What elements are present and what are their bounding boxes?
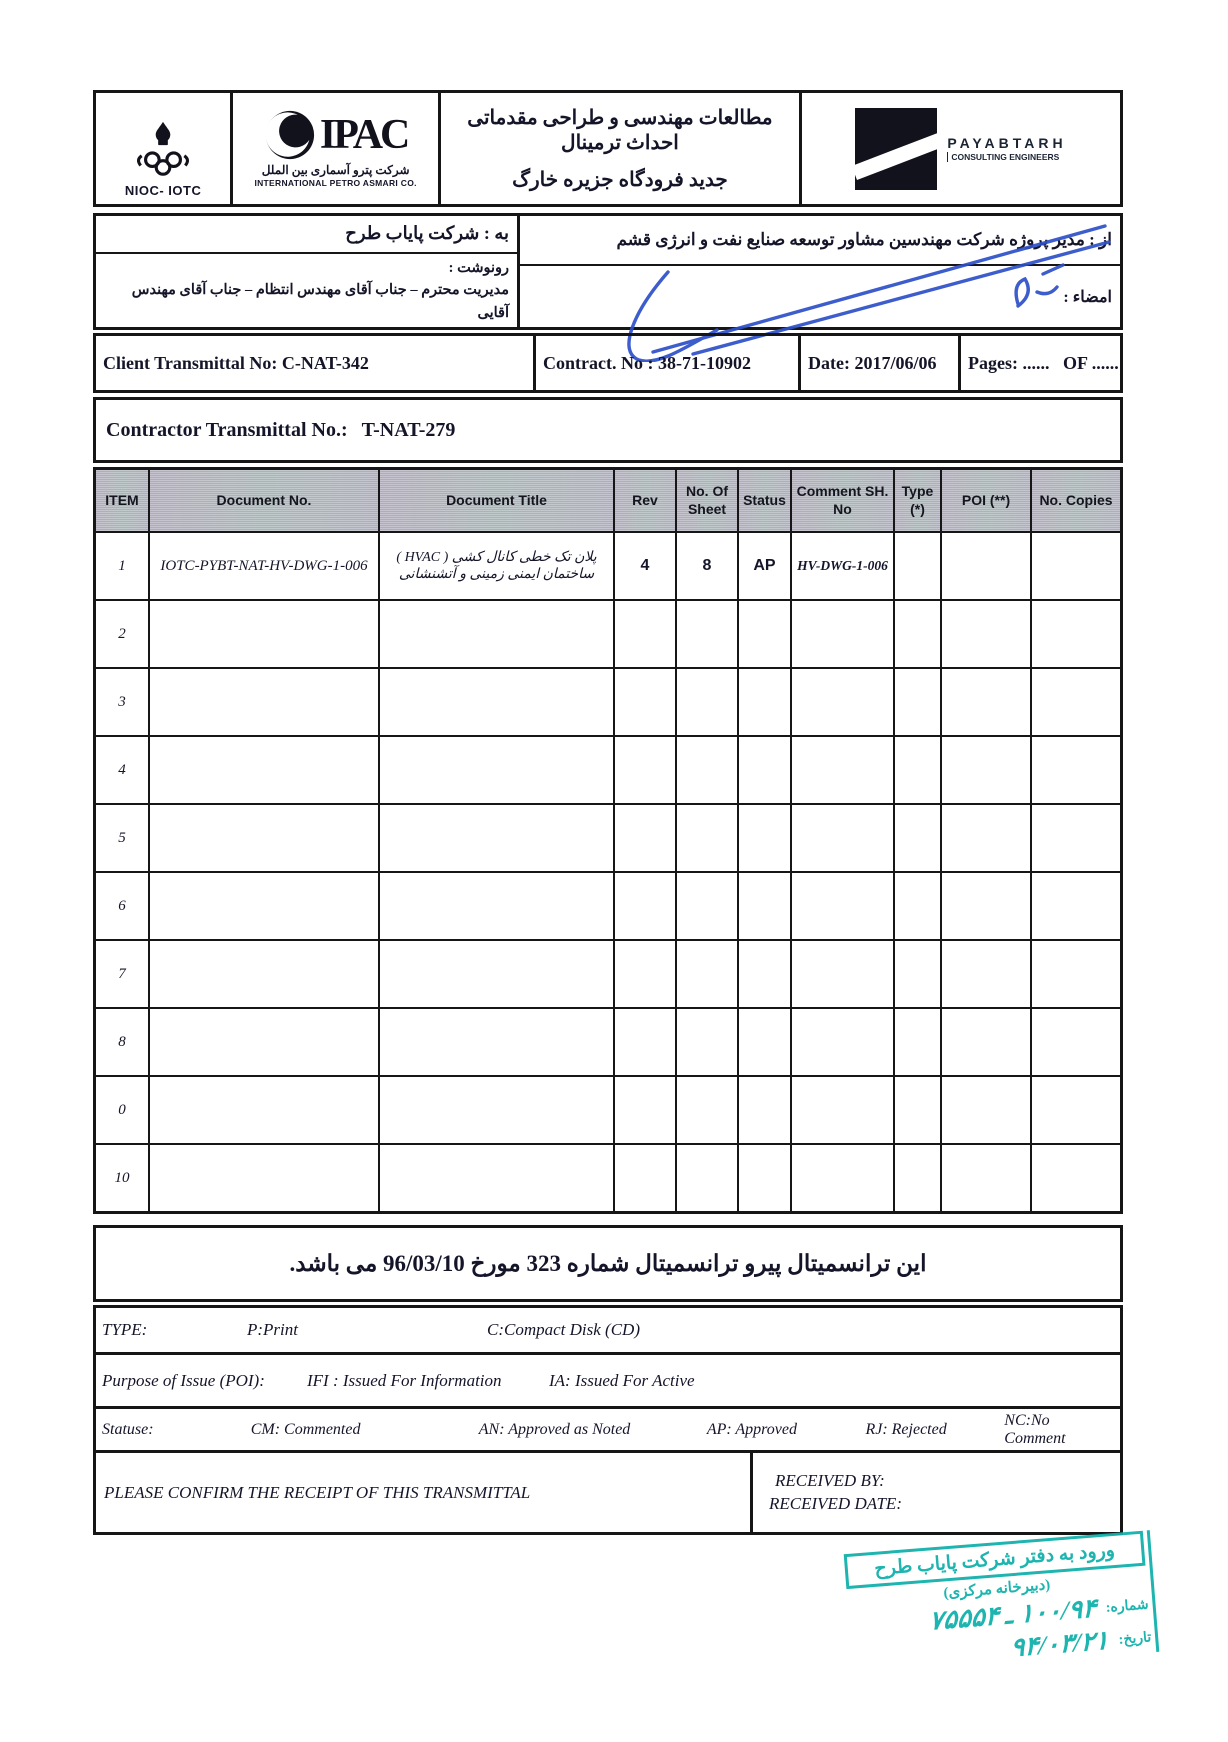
- cell-title: [378, 601, 613, 667]
- cell-copies: [1030, 1145, 1120, 1211]
- table-row: [96, 803, 1120, 871]
- cell-doc_no: IOTC-PYBT-NAT-HV-DWG-1-006: [148, 533, 378, 599]
- office-entry-stamp: [844, 1530, 1160, 1676]
- cell-sheets: [675, 1009, 737, 1075]
- cell-comment: [790, 601, 893, 667]
- project-title: [438, 93, 799, 204]
- cell-item: 10: [114, 1169, 130, 1186]
- cell-sheets: [675, 941, 737, 1007]
- cell-item: 6: [118, 897, 126, 914]
- receipt-row: [96, 1450, 1120, 1532]
- nioc-label: NIOC- IOTC: [124, 183, 202, 198]
- ipac-wordmark: IPAC: [319, 112, 408, 158]
- type-item: P:Print: [247, 1320, 298, 1339]
- cell-doc_no: [148, 1009, 378, 1075]
- status-item: AP: Approved: [706, 1420, 798, 1438]
- cell-title: [378, 737, 613, 803]
- header: [93, 90, 1123, 207]
- cell-rev: 4: [613, 533, 675, 599]
- cell-rev: [613, 669, 675, 735]
- cell-copies: [1030, 533, 1120, 599]
- project-title-line2: جدید فرودگاه جزیره خارگ: [512, 169, 728, 191]
- cell-type: [893, 601, 940, 667]
- contractor-transmittal-label: Contractor Transmittal No.:: [106, 418, 348, 441]
- poi-item: IFI : Issued For Information: [307, 1370, 502, 1390]
- cell-copies: [1030, 941, 1120, 1007]
- status-item: CM: Commented: [250, 1420, 361, 1438]
- cell-rev: [613, 941, 675, 1007]
- cell-title: [378, 669, 613, 735]
- column-header: POI (**): [940, 470, 1030, 531]
- table-row: [96, 1075, 1120, 1143]
- cell-item: 2: [118, 625, 126, 642]
- cell-poi: [940, 805, 1030, 871]
- ipac-logo: [230, 93, 438, 204]
- status-item: AN: Approved as Noted: [478, 1420, 631, 1438]
- table-header-row: [96, 470, 1120, 531]
- cell-rev: [613, 873, 675, 939]
- payabtarh-logo: [799, 93, 1120, 204]
- ipac-fa-name: شرکت پترو آسماری بین الملل: [261, 163, 410, 177]
- cell-doc_no: [148, 737, 378, 803]
- to-field: به : شرکت پایاب طرح: [96, 216, 517, 254]
- cell-type: [893, 737, 940, 803]
- cell-rev: [613, 601, 675, 667]
- cell-status: [737, 805, 790, 871]
- legend: [93, 1305, 1123, 1535]
- cell-comment: [790, 1009, 893, 1075]
- cell-poi: [940, 873, 1030, 939]
- client-transmittal-band: [93, 333, 1123, 393]
- column-header: Document No.: [148, 470, 378, 531]
- cell-type: [893, 533, 940, 599]
- addressing-band: [93, 213, 1123, 330]
- document-table: [93, 467, 1123, 1214]
- payabtarh-subtitle: CONSULTING ENGINEERS: [947, 152, 1066, 162]
- cell-type: [893, 1145, 940, 1211]
- cell-poi: [940, 941, 1030, 1007]
- column-header: No. Copies: [1030, 470, 1120, 531]
- stamp-title: ورود به دفتر شرکت پایاب طرح: [844, 1531, 1146, 1589]
- cell-sheets: [675, 669, 737, 735]
- cell-sheets: [675, 737, 737, 803]
- cell-poi: [940, 1077, 1030, 1143]
- cell-poi: [940, 1009, 1030, 1075]
- column-header: Rev: [613, 470, 675, 531]
- cell-rev: [613, 737, 675, 803]
- cell-comment: [790, 805, 893, 871]
- ipac-en-name: INTERNATIONAL PETRO ASMARI CO.: [254, 178, 417, 188]
- cell-copies: [1030, 873, 1120, 939]
- nioc-flame-icon: [132, 119, 194, 181]
- table-row: [96, 531, 1120, 599]
- cell-doc_no: [148, 805, 378, 871]
- cell-status: [737, 941, 790, 1007]
- cell-doc_no: [148, 669, 378, 735]
- cell-item: 4: [118, 761, 126, 778]
- cell-poi: [940, 533, 1030, 599]
- cell-status: [737, 737, 790, 803]
- table-row: [96, 667, 1120, 735]
- cell-type: [893, 669, 940, 735]
- status-item: NC:No Comment: [1004, 1411, 1066, 1447]
- cell-rev: [613, 1009, 675, 1075]
- cell-poi: [940, 1145, 1030, 1211]
- poi-item: IA: Issued For Active: [549, 1370, 695, 1390]
- cell-copies: [1030, 737, 1120, 803]
- cell-type: [893, 1009, 940, 1075]
- cell-item: 0: [118, 1101, 126, 1118]
- table-row: [96, 1143, 1120, 1211]
- cell-status: [737, 873, 790, 939]
- cell-copies: [1030, 805, 1120, 871]
- type-item: C:Compact Disk (CD): [487, 1320, 640, 1339]
- cell-sheets: 8: [675, 533, 737, 599]
- copy-value: مدیریت محترم – جناب آقای مهندس انتظام – جناب آقای مهندس آقایی: [131, 282, 509, 321]
- cell-rev: [613, 1077, 675, 1143]
- received-by-label: RECEIVED BY:: [775, 1471, 885, 1490]
- column-header: No. Of Sheet: [675, 470, 737, 531]
- cell-type: [893, 805, 940, 871]
- cell-title: [378, 873, 613, 939]
- cell-comment: HV-DWG-1-006: [790, 533, 893, 599]
- cell-item: 3: [118, 693, 126, 710]
- column-header: ITEM: [96, 470, 148, 531]
- table-row: [96, 871, 1120, 939]
- cell-comment: [790, 737, 893, 803]
- project-title-line1: مطالعات مهندسی و طراحی مقدماتی احداث ترمینال: [467, 107, 773, 154]
- contract-no: Contract. No : 38-71-10902: [533, 336, 798, 390]
- poi-label: Purpose of Issue (POI):: [102, 1370, 265, 1390]
- from-field: از : مدیر پروژه شرکت مهندسین مشاور توسعه صنایع نفت و انرژی قشم: [520, 216, 1120, 266]
- contractor-transmittal-no: [93, 397, 1123, 463]
- cell-title: [378, 1009, 613, 1075]
- stamp-date-value: ۹۴/۰۳/۲۱: [1010, 1625, 1110, 1663]
- cell-sheets: [675, 601, 737, 667]
- column-header: Type (*): [893, 470, 940, 531]
- cell-type: [893, 941, 940, 1007]
- cell-sheets: [675, 1145, 737, 1211]
- stamp-number-value: ۱۰۰/۹۴ ـ ۷۵۵۵۴: [928, 1593, 1097, 1636]
- cell-comment: [790, 669, 893, 735]
- table-row: [96, 939, 1120, 1007]
- cell-item: 1: [118, 557, 126, 574]
- column-header: Status: [737, 470, 790, 531]
- cell-status: [737, 1009, 790, 1075]
- cell-poi: [940, 601, 1030, 667]
- confirm-note: PLEASE CONFIRM THE RECEIPT OF THIS TRANSMITTAL: [96, 1453, 753, 1532]
- note-box: این ترانسمیتال پیرو ترانسمیتال شماره 323 مورخ 96/03/10 می باشد.: [93, 1225, 1123, 1302]
- cell-comment: [790, 941, 893, 1007]
- cell-sheets: [675, 1077, 737, 1143]
- cell-title: [378, 1145, 613, 1211]
- cell-title: [378, 805, 613, 871]
- poi-legend: [96, 1352, 1120, 1406]
- cell-status: [737, 669, 790, 735]
- stamp-date-label: تاریخ:: [1118, 1629, 1152, 1648]
- cell-type: [893, 1077, 940, 1143]
- cell-copies: [1030, 669, 1120, 735]
- ipac-droplet-icon: [264, 109, 316, 161]
- cell-comment: [790, 1145, 893, 1211]
- type-label: TYPE:: [102, 1320, 148, 1339]
- cell-comment: [790, 873, 893, 939]
- cell-sheets: [675, 873, 737, 939]
- cell-status: [737, 601, 790, 667]
- cell-status: [737, 1145, 790, 1211]
- table-row: [96, 735, 1120, 803]
- cell-doc_no: [148, 873, 378, 939]
- stamp-number-label: شماره:: [1105, 1596, 1150, 1616]
- payabtarh-logo-icon: [855, 108, 937, 190]
- date-field: Date: 2017/06/06: [798, 336, 958, 390]
- client-transmittal-no: Client Transmittal No: C-NAT-342: [103, 352, 369, 373]
- cell-doc_no: [148, 941, 378, 1007]
- cell-doc_no: [148, 1077, 378, 1143]
- cell-item: 8: [118, 1033, 126, 1050]
- column-header: Document Title: [378, 470, 613, 531]
- status-item: RJ: Rejected: [865, 1420, 947, 1438]
- status-label: Statuse:: [102, 1420, 154, 1438]
- cell-title: پلان تک خطی کانال کشی ( HVAC ) ساختمان ایمنی زمینی و آتشنشانی: [378, 533, 613, 599]
- cell-rev: [613, 805, 675, 871]
- cell-rev: [613, 1145, 675, 1211]
- stamp-subtitle: (دبیرخانه مرکزی): [942, 1577, 1051, 1602]
- column-header: Comment SH. No: [790, 470, 893, 531]
- cell-copies: [1030, 601, 1120, 667]
- cell-title: [378, 941, 613, 1007]
- cell-copies: [1030, 1077, 1120, 1143]
- contractor-transmittal-value: T-NAT-279: [361, 418, 456, 441]
- table-row: [96, 1007, 1120, 1075]
- signature-label: امضاء :: [1063, 288, 1112, 306]
- cell-copies: [1030, 1009, 1120, 1075]
- copy-label: رونوشت :: [448, 259, 509, 276]
- cell-doc_no: [148, 601, 378, 667]
- cell-title: [378, 1077, 613, 1143]
- cell-type: [893, 873, 940, 939]
- nioc-logo: [96, 93, 230, 204]
- cell-status: AP: [737, 533, 790, 599]
- cell-poi: [940, 737, 1030, 803]
- cell-item: 7: [118, 965, 126, 982]
- payabtarh-name: PAYABTARH: [947, 135, 1067, 151]
- cell-doc_no: [148, 1145, 378, 1211]
- type-legend: [96, 1308, 1120, 1352]
- cell-item: 5: [118, 829, 126, 846]
- cell-sheets: [675, 805, 737, 871]
- cell-comment: [790, 1077, 893, 1143]
- status-legend: [96, 1406, 1120, 1450]
- table-row: [96, 599, 1120, 667]
- cell-status: [737, 1077, 790, 1143]
- cell-poi: [940, 669, 1030, 735]
- pages-field: Pages: ...... OF ......: [958, 336, 1126, 390]
- received-date-label: RECEIVED DATE:: [769, 1494, 902, 1513]
